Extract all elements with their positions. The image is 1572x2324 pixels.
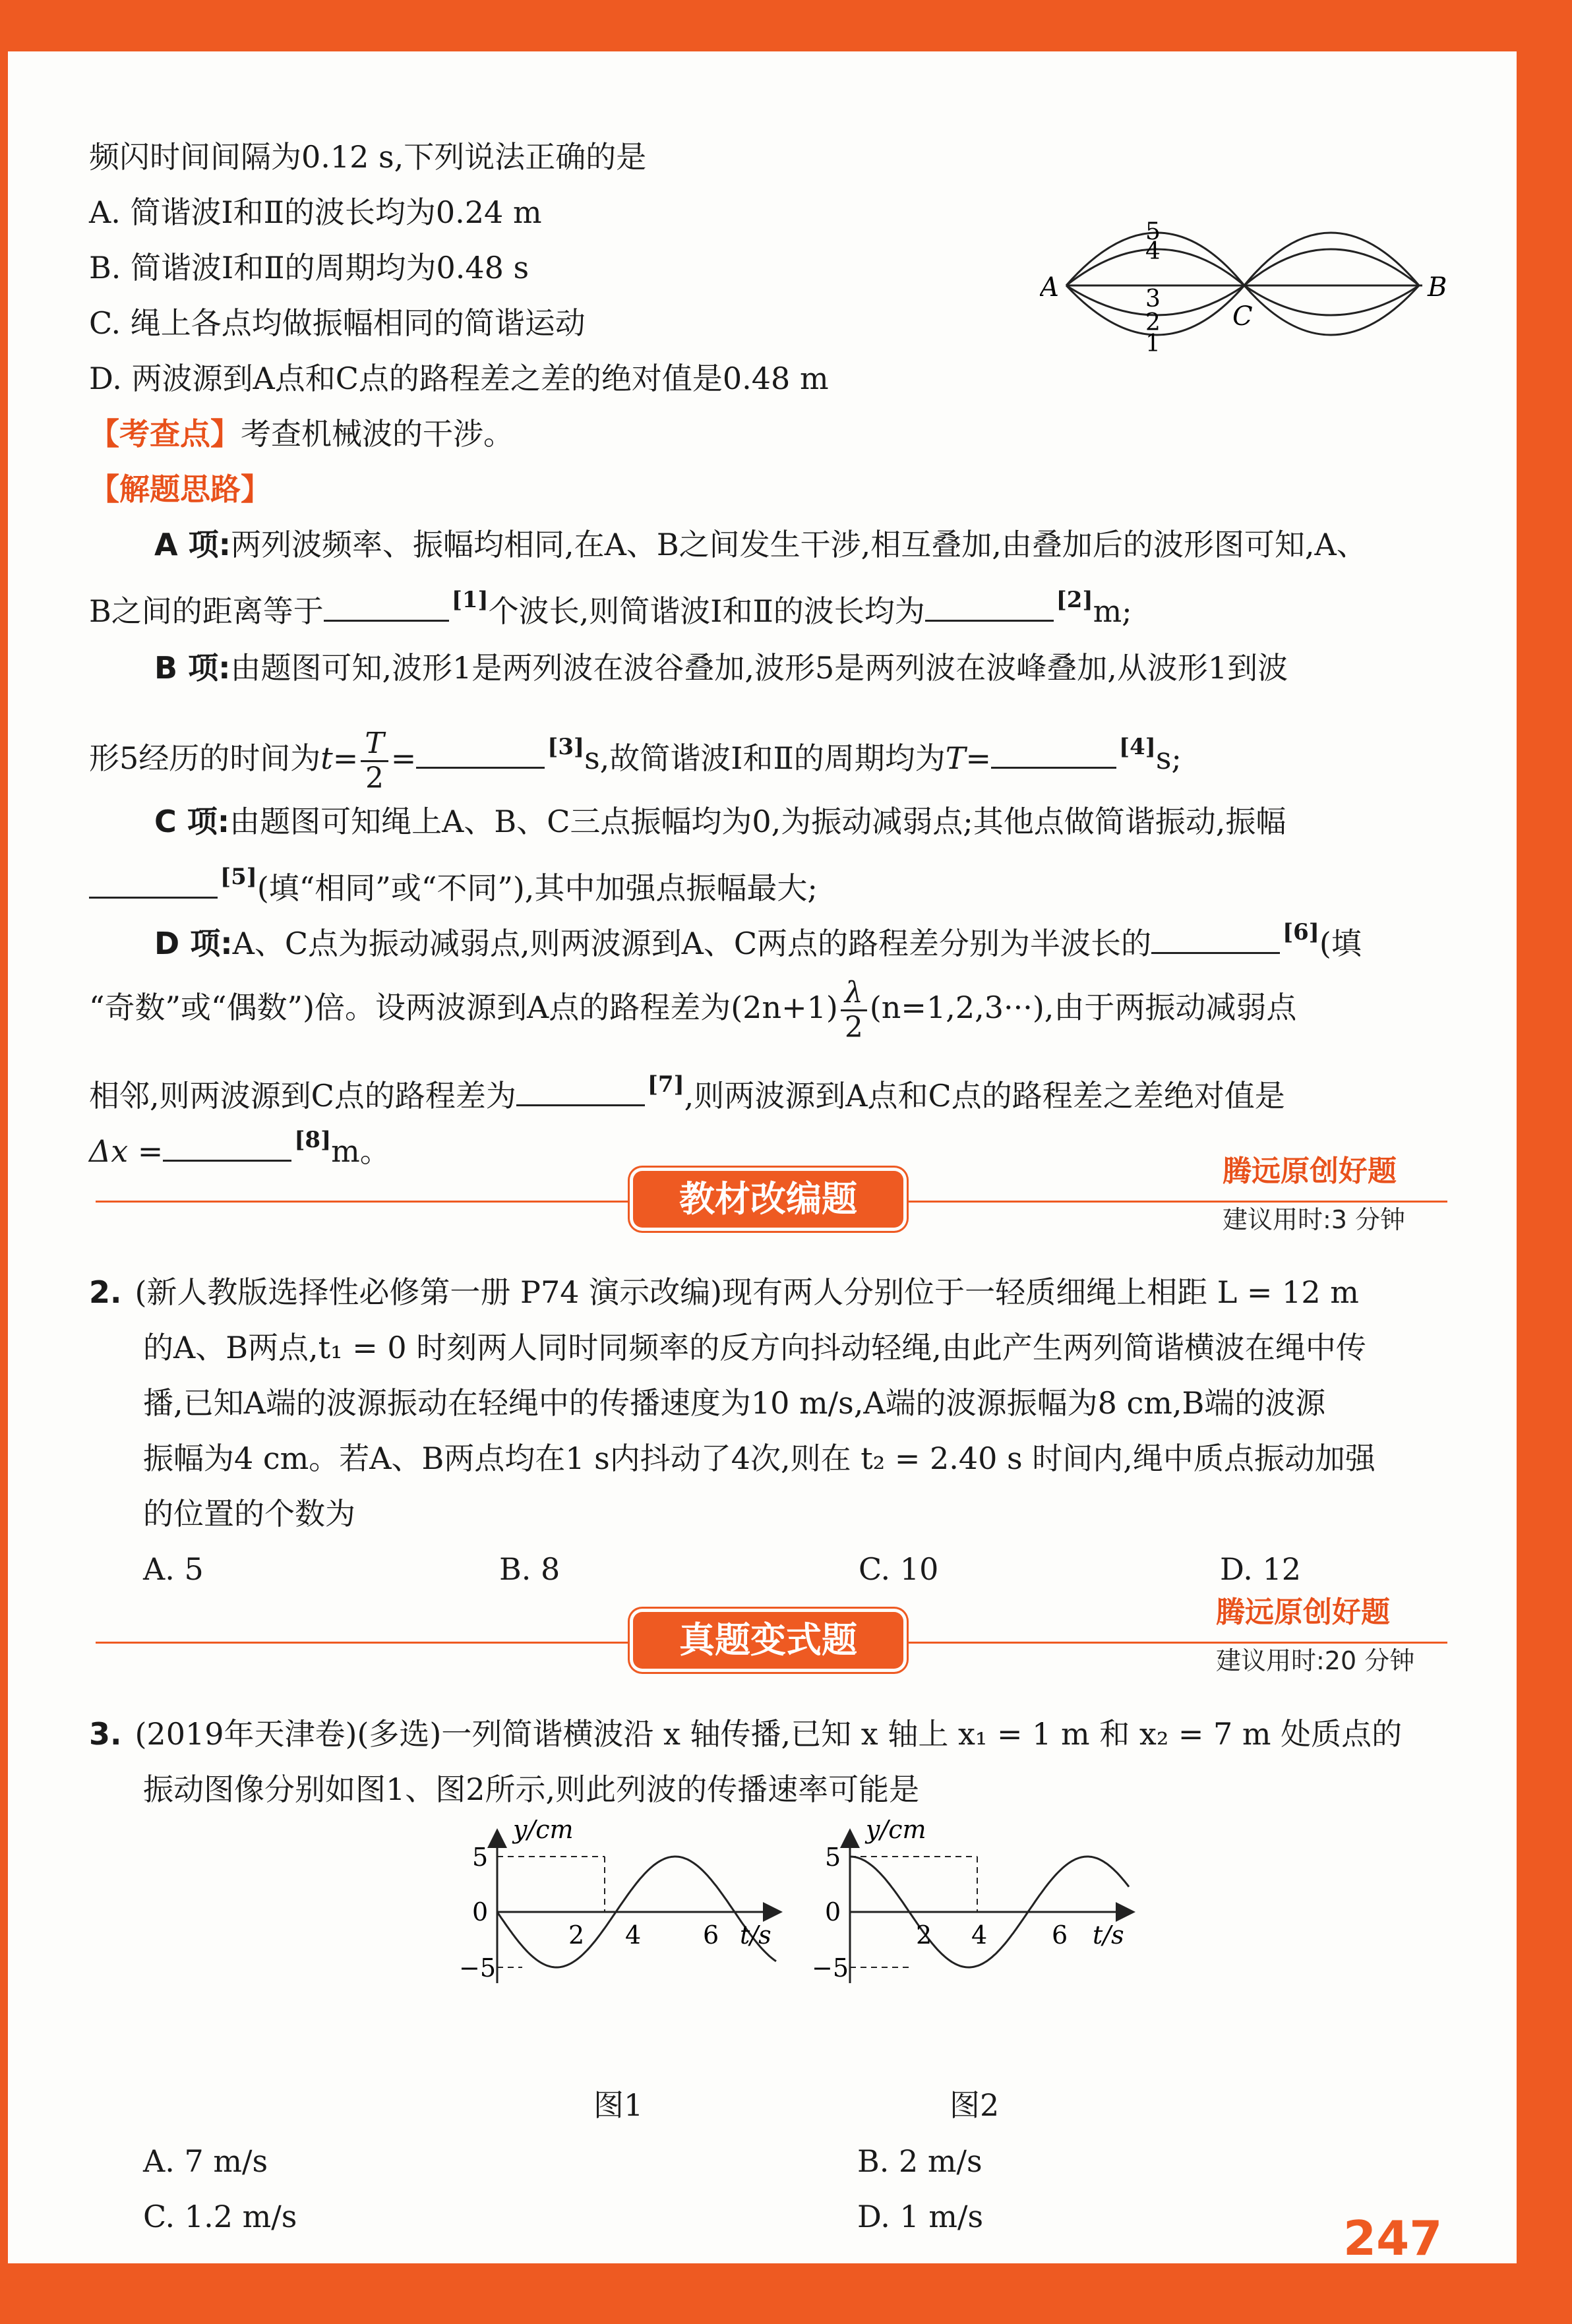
figure-label-2: 2 (1145, 309, 1161, 336)
b-line2-t: t (320, 740, 333, 776)
blank-mark-5: [5] (220, 864, 257, 890)
b-line1 (154, 648, 1288, 688)
kaochadian-tag: 【考查点】 (89, 416, 241, 452)
kaochadian-text: 考查机械波的干涉。 (241, 416, 514, 452)
graph1-tick-5: 5 (472, 1843, 489, 1872)
c-line2-text: (填“相同”或“不同”),其中加强点振幅最大; (257, 870, 818, 906)
c-line2 (89, 857, 818, 908)
a-line1 (154, 525, 1367, 564)
figure-label-4: 4 (1145, 238, 1161, 265)
frac-lambda-den: 2 (844, 1010, 863, 1044)
b-line2-eq3: = (965, 740, 991, 776)
b-line2-p1: 形5经历的时间为 (89, 740, 321, 776)
frac-num: T (361, 727, 388, 762)
b-line2-p3: s; (1155, 740, 1182, 776)
q2-option-c[interactable]: C. 10 (859, 1551, 939, 1587)
blank-3[interactable] (416, 740, 545, 769)
fraction-lambda-over-2 (841, 976, 867, 1044)
q3-line2: 振动图像分别如图1、图2所示,则此列波的传播速率可能是 (143, 1772, 920, 1807)
d-line1 (154, 912, 1362, 963)
b-line2-T: T (945, 740, 966, 776)
figure-label-a: A (1040, 272, 1059, 303)
q1-jieti-tag (89, 469, 271, 509)
q2-line1-text: (新人教版选择性必修第一册 P74 演示改编)现有两人分别位于一轻质细绳上相距 L = 12 m (135, 1274, 1359, 1310)
graph1-tick-m5: −5 (459, 1953, 497, 1982)
d-line2-p1: “奇数”或“偶数”)倍。设两波源到A点的路程差为(2n+1) (89, 990, 838, 1025)
blank-7[interactable] (516, 1078, 645, 1106)
d-line4-p2: m。 (331, 1133, 390, 1169)
b-line1-text: 由题图可知,波形1是两列波在波谷叠加,波形5是两列波在波峰叠加,从波形1到波 (230, 650, 1288, 686)
blank-mark-8: [8] (294, 1127, 332, 1153)
blank-mark-6: [6] (1283, 919, 1319, 945)
q3-option-c[interactable]: C. 1.2 m/s (143, 2199, 297, 2234)
page-number: 247 (1343, 2211, 1443, 2263)
d-label: D 项: (154, 926, 233, 961)
graph1-caption: 图1 (593, 2087, 644, 2123)
graph2-tick-4: 4 (971, 1921, 988, 1950)
vibration-graph-2 (809, 1818, 1152, 2056)
blank-8[interactable] (163, 1133, 291, 1162)
figure-label-5: 5 (1145, 218, 1161, 245)
b-line2-eq: = (332, 740, 359, 776)
b-line2-p2: s,故简谐波Ⅰ和Ⅱ的周期均为 (584, 740, 946, 776)
d-line2 (89, 971, 1296, 1044)
b-label: B 项: (154, 650, 231, 686)
figure-label-c: C (1232, 301, 1253, 332)
vibration-graph-1 (456, 1818, 799, 2056)
blank-mark-1: [1] (451, 587, 489, 613)
c-line1-text: 由题图可知绳上A、B、C三点振幅均为0,为振动减弱点;其他点做简谐振动,振幅 (229, 804, 1286, 839)
blank-mark-7: [7] (647, 1071, 684, 1098)
blank-mark-3: [3] (547, 734, 585, 760)
q3-option-a[interactable]: A. 7 m/s (143, 2143, 268, 2179)
frac-den: 2 (365, 761, 384, 795)
c-label: C 项: (154, 804, 230, 839)
d-line3-p2: ,则两波源到A点和C点的路程差之差绝对值是 (684, 1078, 1285, 1114)
q2-option-d[interactable]: D. 12 (1220, 1551, 1302, 1587)
q1-stem-tail: 频闪时间间隔为0.12 s,下列说法正确的是 (89, 139, 647, 175)
q2-line2: 的A、B两点,t₁ = 0 时刻两人同时同频率的反方向抖动轻绳,由此产生两列简谐横波在绳中传 (143, 1330, 1366, 1365)
graph1-xlabel: t/s (740, 1921, 771, 1950)
q3-line1 (89, 1714, 1402, 1754)
figure-label-1: 1 (1145, 330, 1161, 357)
q3-option-d[interactable]: D. 1 m/s (857, 2199, 984, 2234)
section2-hint: 建议用时:20 分钟 (1216, 1646, 1415, 1675)
blank-4[interactable] (991, 740, 1116, 769)
blank-mark-4: [4] (1118, 734, 1156, 760)
q2-option-a[interactable]: A. 5 (143, 1551, 204, 1587)
q2-line3: 播,已知A端的波源振动在轻绳中的传播速度为10 m/s,A端的波源振幅为8 cm,B端的波源 (143, 1385, 1326, 1421)
section1-title: 教材改编题 (633, 1171, 903, 1228)
d-line3 (89, 1065, 1285, 1116)
blank-2[interactable] (925, 593, 1054, 622)
a-label: A 项: (154, 527, 231, 562)
q1-option-b[interactable]: B. 简谐波Ⅰ和Ⅱ的周期均为0.48 s (89, 250, 529, 285)
blank-mark-2: [2] (1056, 587, 1093, 613)
graph2-xlabel: t/s (1093, 1921, 1124, 1950)
d-line4-p1: Δx = (89, 1133, 164, 1169)
section2-origin: 腾远原创好题 (1216, 1595, 1390, 1629)
section2-title: 真题变式题 (633, 1612, 903, 1669)
page-sheet (8, 51, 1517, 2263)
blank-5[interactable] (89, 870, 218, 899)
frac-lambda-num: λ (841, 976, 867, 1011)
q2-line1 (89, 1272, 1359, 1312)
graph2-tick-2: 2 (916, 1921, 932, 1950)
graph1-tick-6: 6 (703, 1921, 719, 1950)
d-line1-p1: A、C点为振动减弱点,则两波源到A、C两点的路程差分别为半波长的 (232, 926, 1152, 961)
b-line2 (89, 711, 1182, 795)
standing-wave-figure (1040, 187, 1449, 404)
q3-number: 3. (89, 1716, 122, 1752)
figure-label-3: 3 (1145, 285, 1161, 313)
a-line2-p3: m; (1093, 593, 1132, 629)
graph1-tick-4: 4 (625, 1921, 642, 1950)
q1-option-a[interactable]: A. 简谐波Ⅰ和Ⅱ的波长均为0.24 m (89, 194, 542, 230)
blank-1[interactable] (324, 593, 449, 622)
section1-hint: 建议用时:3 分钟 (1223, 1205, 1406, 1234)
fraction-t-over-2 (361, 727, 388, 795)
figure-label-b: B (1428, 272, 1447, 303)
graph2-tick-m5: −5 (812, 1953, 849, 1982)
graph1-ylabel: y/cm (513, 1818, 574, 1844)
graph2-ylabel: y/cm (866, 1818, 926, 1844)
q1-kaochadian (89, 414, 514, 454)
d-line3-p1: 相邻,则两波源到C点的路程差为 (89, 1078, 516, 1114)
graph2-tick-5: 5 (825, 1843, 841, 1872)
jieti-tag: 【解题思路】 (89, 471, 271, 507)
graph1-tick-0: 0 (472, 1897, 489, 1926)
graph1-tick-2: 2 (568, 1921, 585, 1950)
a-line1-text: 两列波频率、振幅均相同,在A、B之间发生干涉,相互叠加,由叠加后的波形图可知,A、 (231, 527, 1367, 562)
a-line2-p1: B之间的距离等于 (89, 593, 324, 629)
q2-option-b[interactable]: B. 8 (499, 1551, 560, 1587)
blank-6[interactable] (1151, 926, 1280, 954)
d-line1-p2: (填 (1319, 926, 1362, 961)
graph2-tick-6: 6 (1052, 1921, 1068, 1950)
b-line2-eq2: = (390, 740, 417, 776)
q1-option-d[interactable]: D. 两波源到A点和C点的路程差之差的绝对值是0.48 m (89, 361, 829, 396)
c-line1 (154, 802, 1286, 841)
q3-line1-text: (2019年天津卷)(多选)一列简谐横波沿 x 轴传播,已知 x 轴上 x₁ = 1 m 和 x₂ = 7 m 处质点的 (135, 1716, 1403, 1752)
a-line2-p2: 个波长,则简谐波Ⅰ和Ⅱ的波长均为 (488, 593, 925, 629)
graph2-caption: 图2 (950, 2087, 1000, 2123)
q2-number: 2. (89, 1274, 122, 1310)
a-line2 (89, 580, 1132, 631)
section1-origin: 腾远原创好题 (1223, 1154, 1397, 1188)
q1-option-c[interactable]: C. 绳上各点均做振幅相同的简谐运动 (89, 305, 586, 341)
q2-line5: 的位置的个数为 (143, 1496, 355, 1532)
graph2-tick-0: 0 (825, 1897, 841, 1926)
q3-option-b[interactable]: B. 2 m/s (857, 2143, 982, 2179)
d-line2-p2: (n=1,2,3···),由于两振动减弱点 (869, 990, 1297, 1025)
q2-line4: 振幅为4 cm。若A、B两点均在1 s内抖动了4次,则在 t₂ = 2.40 s 时间内,绳中质点振动加强 (143, 1441, 1376, 1476)
d-line4 (89, 1120, 390, 1171)
